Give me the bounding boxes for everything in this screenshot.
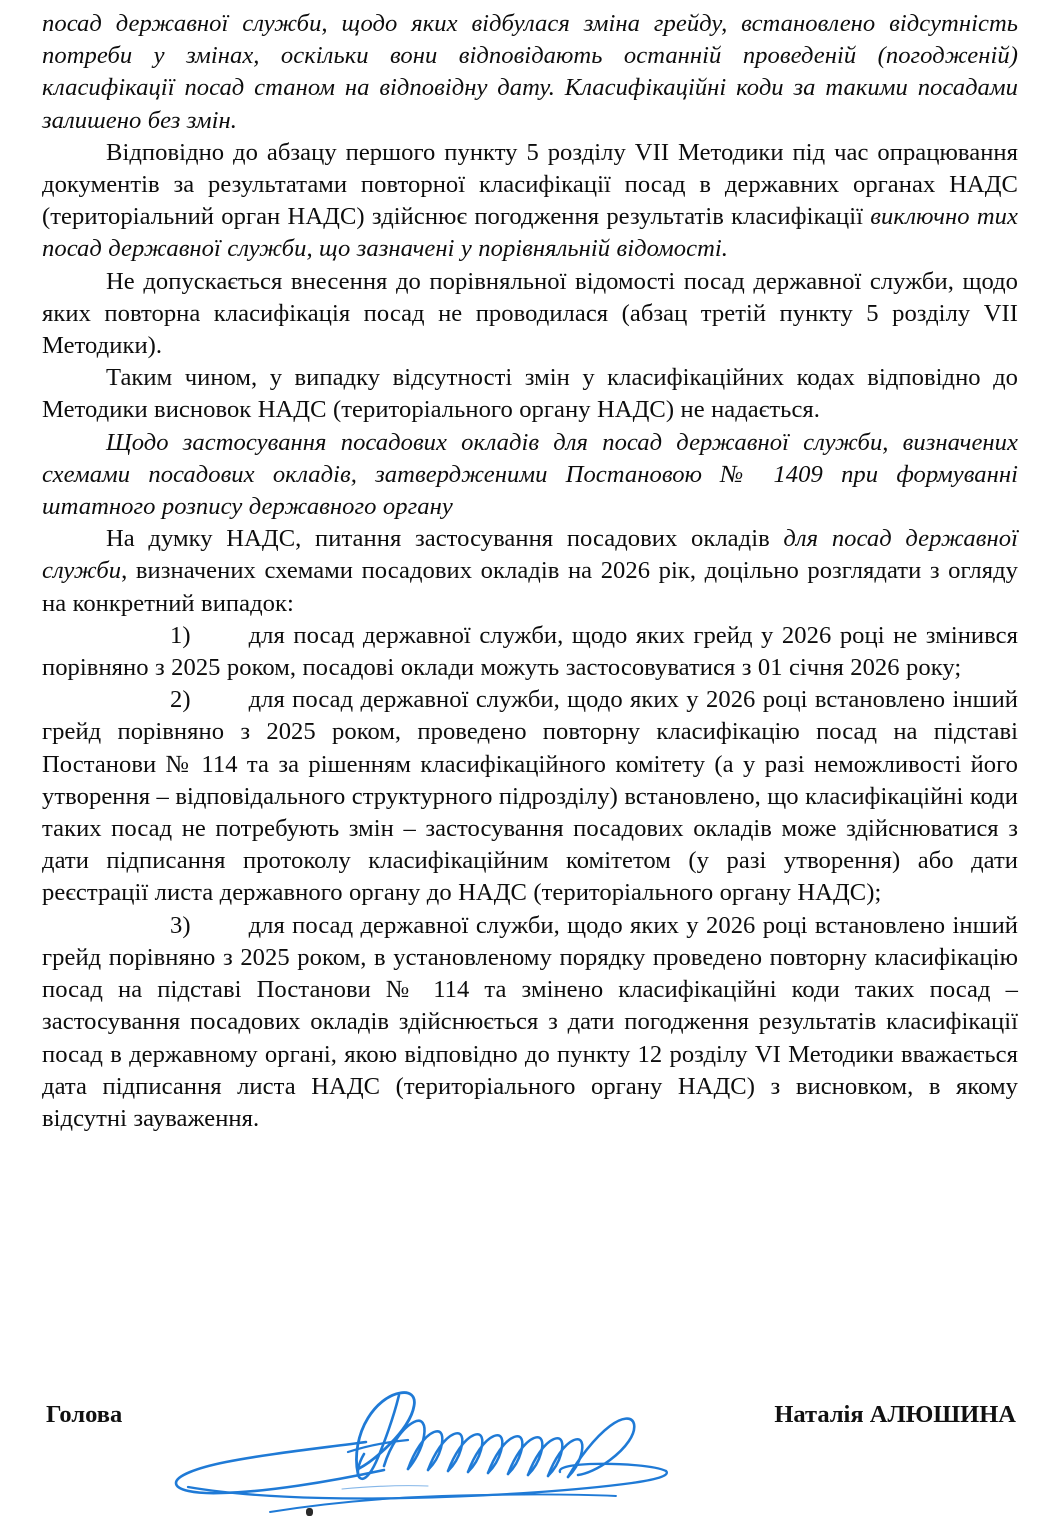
paragraph-text-roman-lead: На думку НАДС, питання застосування посадових окладів xyxy=(106,525,784,553)
paragraph-not-allowed: Не допускається внесення до порівняльної відомості посад державної служби, щодо яких повторна класифікація посад не проводилася (абзац третій пункту 5 розділу VII Методики). xyxy=(42,267,1018,360)
list-item xyxy=(42,684,1018,909)
paragraph-methodology-section-7 xyxy=(42,137,1018,266)
paragraph-conclusion-not-provided: Таким чином, у випадку відсутності змін у класифікаційних кодах відповідно до Методики висновок НАДС (територіального органу НАДС) не надається. xyxy=(42,364,1018,424)
list-item-marker: 3) xyxy=(170,911,191,939)
list-item-marker: 2) xyxy=(170,686,191,714)
handwritten-signature-icon xyxy=(170,1386,690,1520)
document-body xyxy=(42,8,1018,1135)
ink-smudge-icon xyxy=(306,1508,313,1516)
list-item-text: для посад державної служби, щодо яких у 2026 році встановлено інший грейд порівняно з 2025 роком, в установленому порядку проведено повторну класифікацію посад на підставі Постанови № 114 та змінено класифікаційні коди таких посад – застосування посадових окладів здійснюється з дати погодження результатів класифікації посад в державному органі, якою відповідно до пункту 12 розділу VI Методики вважається дата підписання листа НАДС (територіального органу НАДС) з висновком, в якому відсутні зауваження. xyxy=(42,911,1018,1132)
paragraph-text-italic-mid: для посад державної служби xyxy=(42,525,1018,585)
paragraph-continued-italic: посад державної служби, щодо яких відбулася зміна грейду, встановлено відсутність потреби у змінах, оскільки вони відповідають останній проведеній (погодженій) класифікації посад станом на відповідну дату. Класифікаційні коди за такими посадами залишено без змін. xyxy=(42,10,1018,134)
paragraph-heading-salary-schemes: Щодо застосування посадових окладів для посад державної служби, визначених схемами посадових окладів, затвердженими Постановою № 1409 при формуванні штатного розпису державного органу xyxy=(42,428,1018,521)
list-item xyxy=(42,910,1018,1135)
list-item-text: для посад державної служби, щодо яких у 2026 році встановлено інший грейд порівняно з 2025 роком, проведено повторну класифікацію посад на підставі Постанови № 114 та за рішенням класифікаційного комітету (а у разі неможливості його утворення – відповідального структурного підрозділу) встановлено, що класифікаційні коди таких посад не потребують змін – застосування посадових окладів може здійснюватися з дати підписання протоколу класифікаційним комітетом (у разі утворення) або дати реєстрації листа державного органу до НАДС (територіального органу НАДС); xyxy=(42,686,1018,907)
signer-name: Наталія АЛЮШИНА xyxy=(774,1401,1016,1428)
paragraph-text-roman-tail: , визначених схемами посадових окладів на 2026 рік, доцільно розглядати з огляду на конкретний випадок: xyxy=(42,557,1018,617)
paragraph-text-roman: Відповідно до абзацу першого пункту 5 розділу VII Методики під час опрацювання документів за результатами повторної класифікації посад в державних органах НАДС (територіальний орган НАДС) здійснює погодження результатів класифікації xyxy=(42,138,1018,231)
paragraph-text-italic: виключно тих посад державної служби, що зазначені у порівняльній відомості. xyxy=(42,203,1018,263)
paragraph-nads-opinion xyxy=(42,523,1018,620)
signer-role-label: Голова xyxy=(46,1401,123,1428)
list-item xyxy=(42,620,1018,684)
list-item-marker: 1) xyxy=(170,621,191,649)
signature-block xyxy=(42,1392,1018,1520)
list-item-text: для посад державної служби, щодо яких грейд у 2026 році не змінився порівняно з 2025 роком, посадові оклади можуть застосовуватися з 01 січня 2026 року; xyxy=(42,621,1018,682)
